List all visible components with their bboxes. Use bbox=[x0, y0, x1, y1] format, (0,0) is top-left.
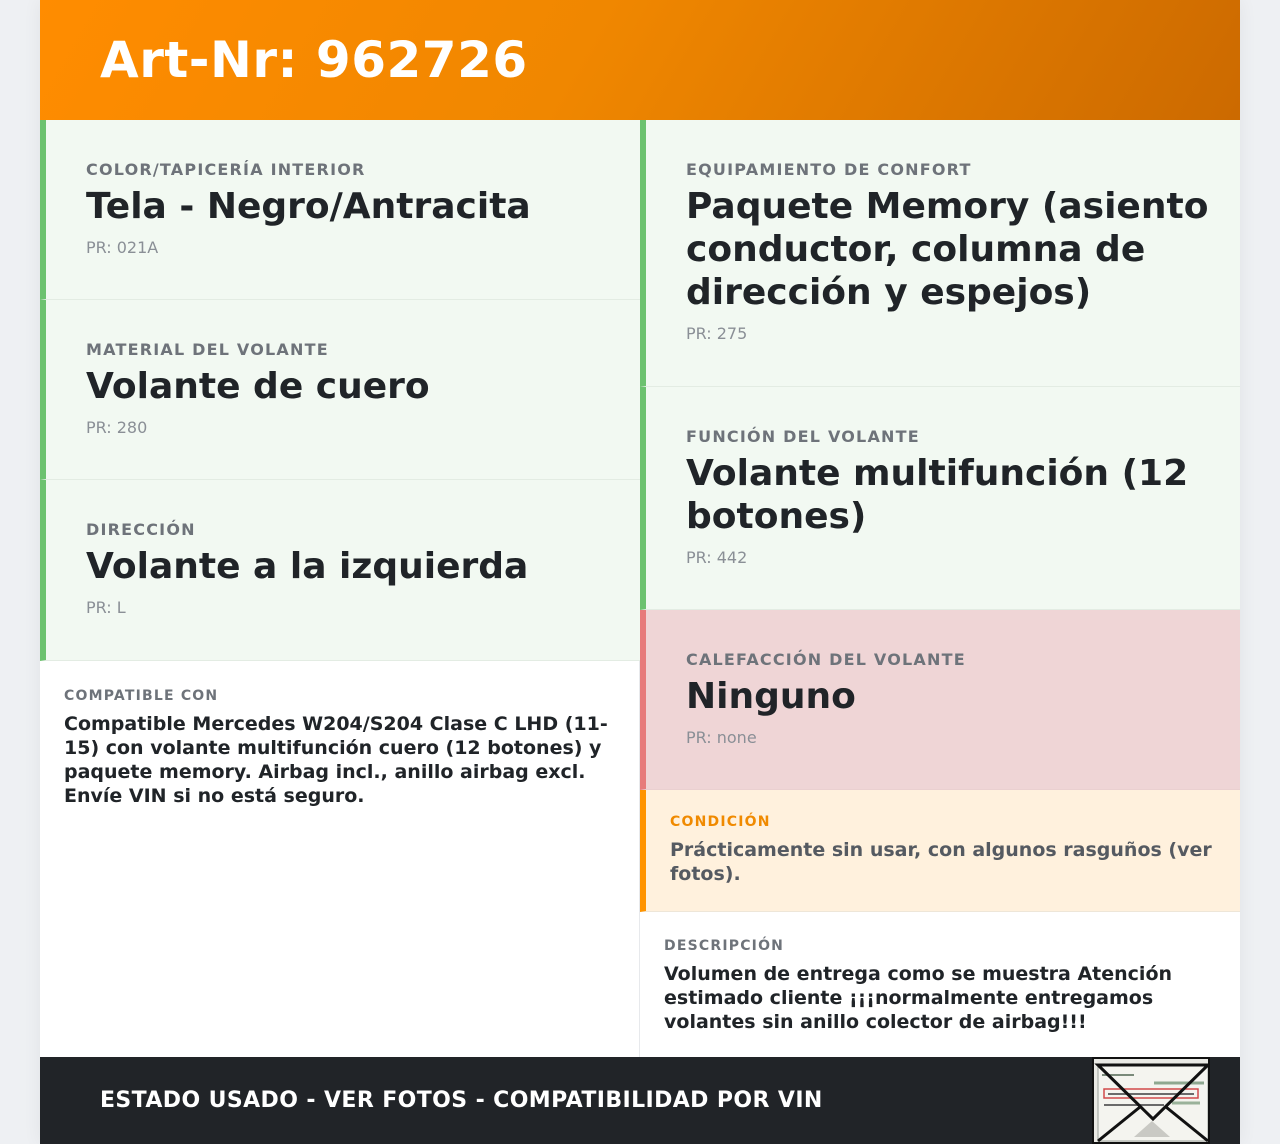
header-banner bbox=[40, 0, 1240, 120]
spec-card-steering-heating bbox=[640, 610, 1240, 790]
spec-pr-code: PR: 442 bbox=[686, 548, 748, 567]
sticker-thumbnail-graphic bbox=[1094, 1059, 1210, 1144]
spec-card-steering-function bbox=[640, 387, 1240, 610]
footer-bar bbox=[40, 1057, 1240, 1144]
spec-label: EQUIPAMIENTO DE CONFORT bbox=[686, 160, 972, 179]
spec-pr-code: PR: none bbox=[686, 728, 757, 747]
spec-value: Volante multifunción (12 botones) bbox=[686, 453, 1189, 537]
spec-label: DIRECCIÓN bbox=[86, 520, 196, 539]
spec-pr-code: PR: L bbox=[86, 598, 126, 617]
right-column bbox=[640, 120, 1240, 1057]
footer-status-text: ESTADO USADO - VER FOTOS - COMPATIBILIDAD POR VIN bbox=[100, 1088, 823, 1113]
condition-label: CONDICIÓN bbox=[670, 814, 771, 830]
spec-value: Volante a la izquierda bbox=[86, 546, 529, 587]
article-number-title: Art-Nr: 962726 bbox=[100, 31, 528, 89]
spec-pr-code: PR: 275 bbox=[686, 324, 748, 343]
spec-columns bbox=[40, 120, 1240, 1057]
spec-card-steering-material bbox=[40, 300, 640, 480]
spec-value: Paquete Memory (asiento conductor, columna de dirección y espejos) bbox=[686, 186, 1209, 313]
spec-value: Volante de cuero bbox=[86, 366, 430, 407]
spec-label: FUNCIÓN DEL VOLANTE bbox=[686, 427, 920, 446]
spec-pr-code: PR: 021A bbox=[86, 238, 159, 257]
description-section bbox=[640, 912, 1240, 1034]
description-label: DESCRIPCIÓN bbox=[664, 938, 785, 954]
compatibility-text: Compatible Mercedes W204/S204 Clase C LHD (11-15) con volante multifunción cuero (12 botones) y paquete memory. Airbag incl., anillo airbag excl. Envíe VIN si no está seguro. bbox=[64, 713, 608, 807]
spec-card-steering-side bbox=[40, 480, 640, 661]
left-column bbox=[40, 120, 640, 1057]
spec-card-interior-color bbox=[40, 120, 640, 300]
spec-label: CALEFACCIÓN DEL VOLANTE bbox=[686, 650, 966, 669]
description-text: Volumen de entrega como se muestra Atención estimado cliente ¡¡¡normalmente entregamos volantes sin anillo colector de airbag!!! bbox=[664, 963, 1173, 1033]
spec-pr-code: PR: 280 bbox=[86, 418, 148, 437]
condition-section bbox=[640, 790, 1240, 912]
compatibility-label: COMPATIBLE CON bbox=[64, 688, 219, 704]
spec-card-comfort bbox=[640, 120, 1240, 387]
product-sheet bbox=[40, 0, 1240, 1144]
condition-text: Prácticamente sin usar, con algunos rasguños (ver fotos). bbox=[670, 839, 1212, 885]
spec-value: Ninguno bbox=[686, 676, 856, 717]
spec-value: Tela - Negro/Antracita bbox=[86, 186, 531, 227]
label-sticker-photo-icon[interactable] bbox=[1092, 1057, 1210, 1144]
spec-label: COLOR/TAPICERÍA INTERIOR bbox=[86, 160, 366, 179]
spec-label: MATERIAL DEL VOLANTE bbox=[86, 340, 329, 359]
compatibility-section bbox=[40, 660, 640, 808]
